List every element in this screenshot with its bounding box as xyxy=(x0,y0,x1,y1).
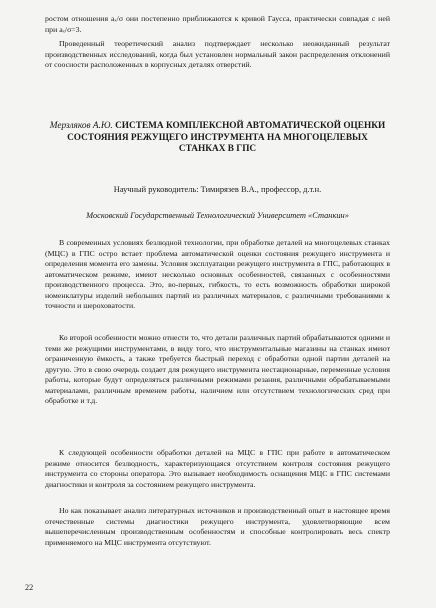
body-paragraph-2: Ко второй особенности можно отнести то, что детали различных партий обрабатываются одними и теми же режущими инструментами, в виду того, что инструментальные магазины на станках имеют ограниченную ёмкость, а также требуется быстрый переход с обработки одной партии деталей на другую. Это в свою очередь создает для режущего инструмента нестационарные, переменные условия работы, которые будут определяться различными режимами резания, различными обрабатываемыми материалами, различным временем работы, наличием или отсутствием технологических сред при обработке и т.д. xyxy=(45,333,390,405)
article-title: СИСТЕМА КОМПЛЕКСНОЙ АВТОМАТИЧЕСКОЙ ОЦЕНКИ СОСТОЯНИЯ РЕЖУЩЕГО ИНСТРУМЕНТА НА МНОГОЦЕЛЕВЫХ СТАНКАХ В ГПС xyxy=(67,121,386,154)
body-paragraph-3: К следующей особенности обработки деталей на МЦС в ГПС при работе в автоматическом режиме относится безлюдность, характеризующаяся отсутствием контроля состояния режущего инструмента со стороны оператора. Это вызывает необходимость оснащения МЦС в ГПС системами диагностики и контроля за состоянием режущего инструмента. xyxy=(45,448,390,489)
scientific-advisor: Научный руководитель: Тимирязев В.А., профессор, д.т.н. xyxy=(113,185,322,194)
body-paragraph-4: Но как показывает анализ литературных источников и производственный опыт в настоящее время отечественные системы диагностики режущего инструмента, удовлетворяющие всем вышеперечисленным производственным особенностям и способные контролировать весь спектр применяемого на МЦС инструмента отсутствуют. xyxy=(45,506,390,547)
intro-paragraph-2: Проведенный теоретический анализ подтверждает несколько неожиданный результат производственных исследований, когда был установлен нормальный закон распределения отклонений от соосности расположенных в корпусных деталях отверстий. xyxy=(45,39,390,69)
article-heading xyxy=(45,121,390,156)
university-name: Московский Государственный Технологический Университет «Станкин» xyxy=(86,211,349,220)
body-paragraph-1: В современных условиях безлюдной технологии, при обработке деталей на многоцелевых станках (МЦС) в ГПС остро встает проблема автоматической оценки состояния режущего инструмента и определения момента его замены. Условия эксплуатации режущего инструмента в ГПС, работающих в автоматическом режиме, имеют несколько основных особенностей, связанных с особенностями производственного процесса. Это, во-первых, гибкость, то есть возможность обработки широкой номенклатуры изделий небольших партий из различных материалов, с различными требованиями к точности и шероховатости. xyxy=(45,238,390,310)
author-name: Мерзляков А.Ю. xyxy=(49,121,113,131)
page-number: 22 xyxy=(25,583,34,592)
intro-paragraph-1: ростом отношения aₓ/σ они постепенно приближаются к кривой Гаусса, практически совпадая с ней при aₓ/σ=3. xyxy=(45,14,390,34)
